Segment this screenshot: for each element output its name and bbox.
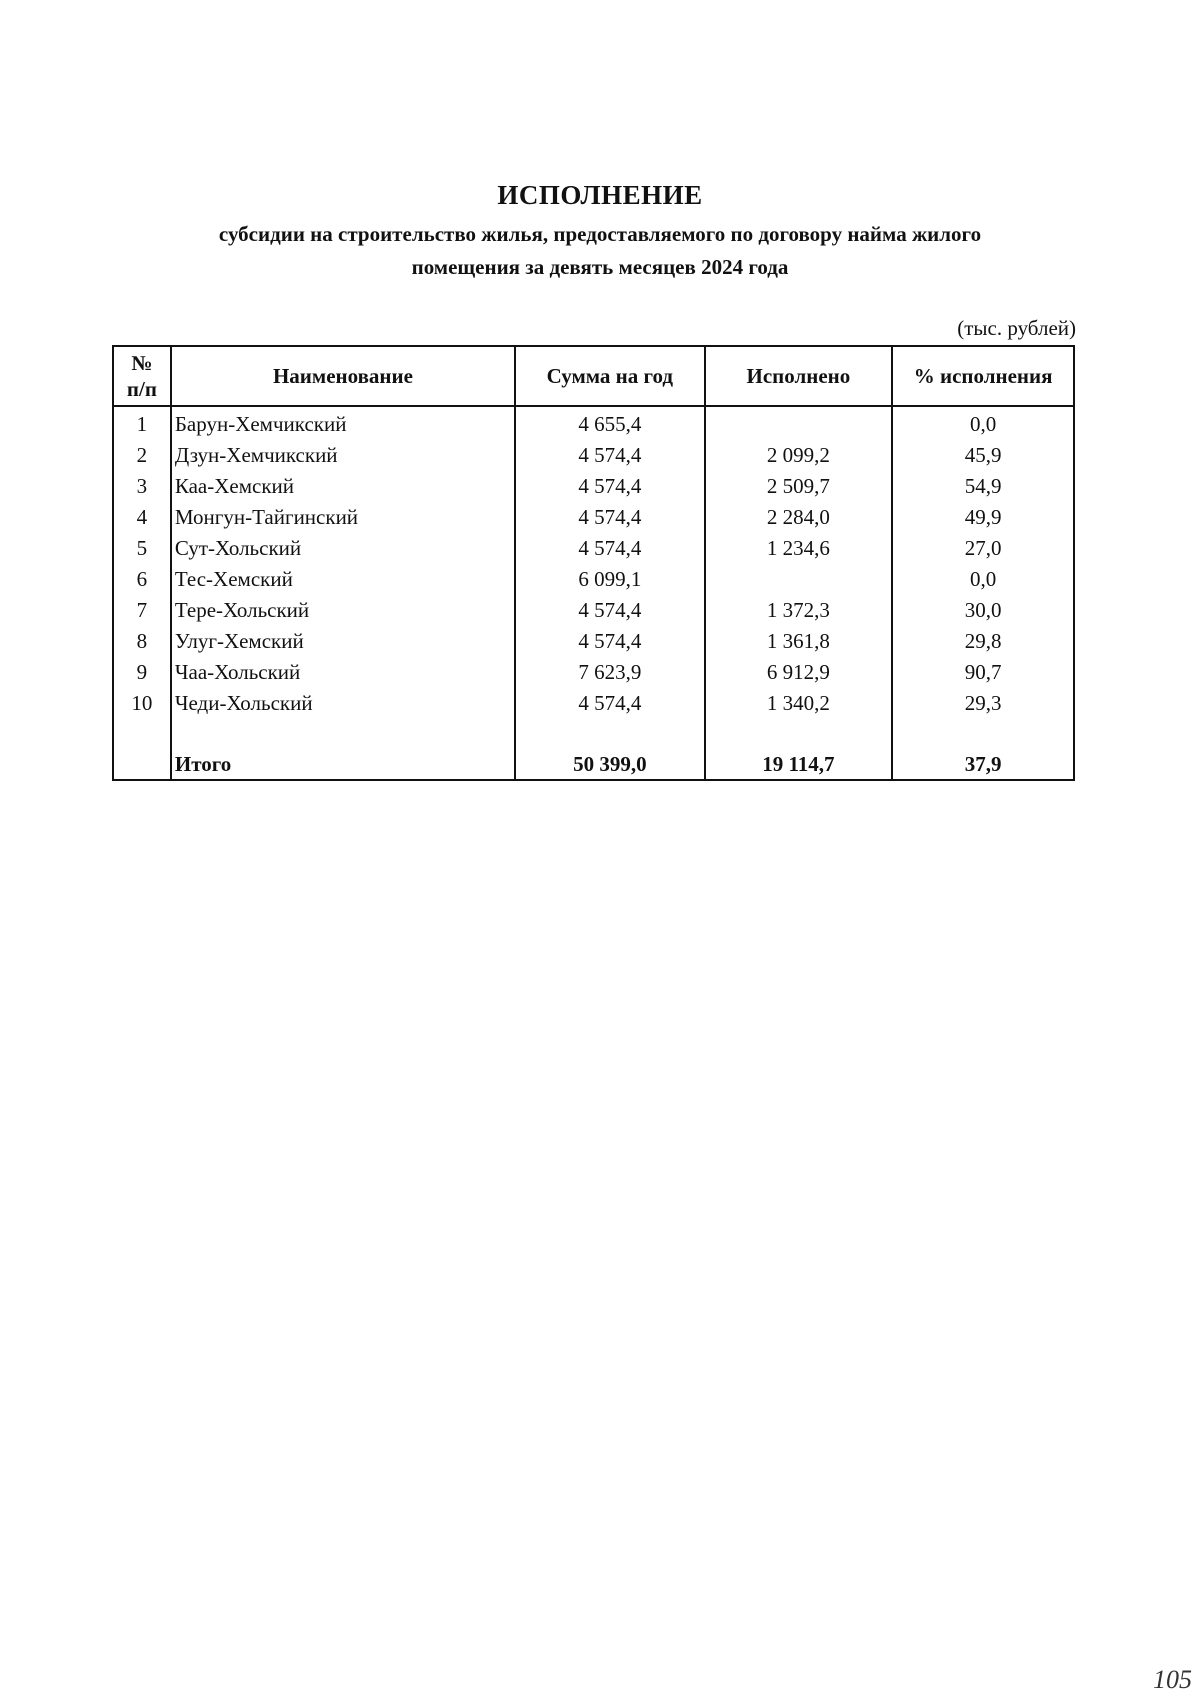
row-sum: 7 623,9 [515, 657, 705, 688]
row-name: Чаа-Хольский [171, 657, 515, 688]
row-pct: 45,9 [892, 440, 1074, 471]
document-subtitle [140, 218, 1060, 284]
row-number: 5 [113, 533, 171, 564]
table-row [113, 533, 1074, 564]
execution-table [112, 345, 1075, 781]
row-pct: 54,9 [892, 471, 1074, 502]
spacer-cell [113, 719, 171, 749]
row-number: 10 [113, 688, 171, 719]
row-sum: 4 655,4 [515, 406, 705, 440]
page-number-handwritten: 105 [1153, 1665, 1192, 1694]
row-pct: 49,9 [892, 502, 1074, 533]
row-name: Тес-Хемский [171, 564, 515, 595]
row-sum: 6 099,1 [515, 564, 705, 595]
row-number: 3 [113, 471, 171, 502]
table-row [113, 688, 1074, 719]
column-header-number [113, 346, 171, 406]
row-name: Каа-Хемский [171, 471, 515, 502]
row-sum: 4 574,4 [515, 533, 705, 564]
row-done: 2 509,7 [705, 471, 893, 502]
row-sum: 4 574,4 [515, 502, 705, 533]
row-number: 8 [113, 626, 171, 657]
total-label: Итого [171, 749, 515, 780]
row-pct: 27,0 [892, 533, 1074, 564]
table-row [113, 626, 1074, 657]
document-title: ИСПОЛНЕНИЕ [497, 180, 703, 210]
row-name: Тере-Хольский [171, 595, 515, 626]
row-number: 4 [113, 502, 171, 533]
column-header-done: Исполнено [705, 346, 893, 406]
row-sum: 4 574,4 [515, 626, 705, 657]
table-row [113, 595, 1074, 626]
spacer-cell [171, 719, 515, 749]
row-name: Улуг-Хемский [171, 626, 515, 657]
row-name: Дзун-Хемчикский [171, 440, 515, 471]
row-number: 7 [113, 595, 171, 626]
table-row [113, 502, 1074, 533]
column-header-pct: % исполнения [892, 346, 1074, 406]
spacer-cell [515, 719, 705, 749]
column-header-number-line2: п/п [126, 377, 157, 401]
total-pct: 37,9 [892, 749, 1074, 780]
table-header-row [113, 346, 1074, 406]
row-pct: 0,0 [892, 406, 1074, 440]
row-pct: 0,0 [892, 564, 1074, 595]
column-header-name: Наименование [171, 346, 515, 406]
table-row [113, 440, 1074, 471]
units-note: (тыс. рублей) [957, 316, 1076, 340]
row-name: Сут-Хольский [171, 533, 515, 564]
row-pct: 90,7 [892, 657, 1074, 688]
total-number [113, 749, 171, 780]
subtitle-line-2: помещения за девять месяцев 2024 года [411, 255, 789, 279]
column-header-sum: Сумма на год [515, 346, 705, 406]
row-sum: 4 574,4 [515, 595, 705, 626]
total-sum: 50 399,0 [515, 749, 705, 780]
row-done: 1 234,6 [705, 533, 893, 564]
row-name: Чеди-Хольский [171, 688, 515, 719]
total-row [113, 749, 1074, 780]
spacer-cell [705, 719, 893, 749]
total-done: 19 114,7 [705, 749, 893, 780]
row-pct: 29,3 [892, 688, 1074, 719]
row-done: 2 099,2 [705, 440, 893, 471]
row-pct: 30,0 [892, 595, 1074, 626]
row-number: 9 [113, 657, 171, 688]
table-row [113, 564, 1074, 595]
spacer-row [113, 719, 1074, 749]
row-done: 1 372,3 [705, 595, 893, 626]
table-row [113, 471, 1074, 502]
row-pct: 29,8 [892, 626, 1074, 657]
table-row [113, 406, 1074, 440]
row-done: 2 284,0 [705, 502, 893, 533]
row-done [705, 406, 893, 440]
row-sum: 4 574,4 [515, 471, 705, 502]
row-done: 1 340,2 [705, 688, 893, 719]
row-name: Барун-Хемчикский [171, 406, 515, 440]
column-header-number-line1: № [131, 351, 153, 375]
table-row [113, 657, 1074, 688]
row-done: 1 361,8 [705, 626, 893, 657]
row-number: 2 [113, 440, 171, 471]
subtitle-line-1: субсидии на строительство жилья, предоставляемого по договору найма жилого [218, 222, 982, 246]
row-done: 6 912,9 [705, 657, 893, 688]
row-number: 1 [113, 406, 171, 440]
row-done [705, 564, 893, 595]
row-sum: 4 574,4 [515, 440, 705, 471]
row-number: 6 [113, 564, 171, 595]
row-sum: 4 574,4 [515, 688, 705, 719]
row-name: Монгун-Тайгинский [171, 502, 515, 533]
spacer-cell [892, 719, 1074, 749]
